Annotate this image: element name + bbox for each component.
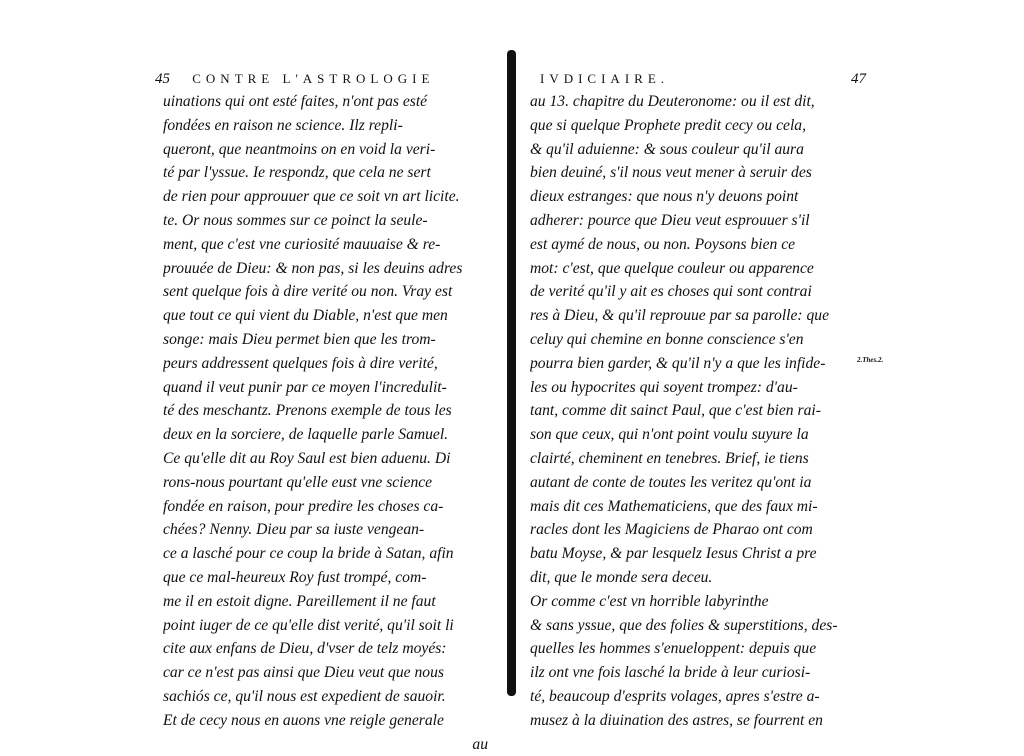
text-line: Or comme c'est vn horrible labyrinthe	[530, 592, 769, 610]
text-line: mot: c'est, que quelque couleur ou apparence	[530, 259, 814, 277]
text-line: Et de cecy nous en auons vne reigle generale	[163, 711, 444, 729]
text-line: de verité qu'il y ait es choses qui sont contrai	[530, 283, 812, 301]
text-line: quand il veut punir par ce moyen l'incredulit-	[163, 378, 447, 396]
text-line: me il en estoit digne. Pareillement il ne faut	[163, 592, 436, 610]
text-line: té, beaucoup d'esprits volages, apres s'estre a-	[530, 687, 820, 705]
text-line: deux en la sorciere, de laquelle parle Samuel.	[163, 426, 449, 444]
text-line: & qu'il aduienne: & sous couleur qu'il aura	[530, 140, 804, 158]
text-line: res à Dieu, & qu'il reprouue par sa parolle: que	[530, 307, 830, 325]
text-line: prouuée de Dieu: & non pas, si les deuins adres	[163, 259, 463, 277]
text-line: peurs addressent quelques fois à dire verité,	[163, 354, 438, 372]
text-line: & sans yssue, que des folies & superstitions, des-	[530, 616, 838, 634]
text-line: au 13. chapitre du Deuteronome: ou il est dit,	[530, 93, 815, 110]
catchword: au	[472, 735, 488, 753]
book-gutter	[507, 50, 516, 696]
text-line: mais dit ces Mathematiciens, que des faux mi-	[530, 497, 818, 515]
text-line: adherer: pource que Dieu veut esprouuer s'il	[530, 211, 810, 229]
text-line: Ce qu'elle dit au Roy Saul est bien aduenu. Di	[163, 449, 451, 467]
text-line: fondée en raison, pour predire les choses ca-	[163, 497, 444, 515]
text-line: bien deuiné, s'il nous veut mener à seruir des	[530, 164, 812, 182]
left-page-number: 45	[155, 71, 170, 87]
margin-note: 2.Thes.2.	[857, 356, 884, 364]
text-line: queront, que neantmoins on en void la veri-	[163, 140, 436, 158]
text-line: quelles les hommes s'enueloppent: depuis que	[530, 640, 817, 658]
text-line: car ce n'est pas ainsi que Dieu veut que nous	[163, 664, 444, 682]
text-line: fondées en raison ne science. Ilz repli-	[163, 116, 403, 134]
right-text-block	[530, 90, 860, 733]
text-line: sent quelque fois à dire verité ou non. Vray est	[163, 283, 453, 301]
text-line: te. Or nous sommes sur ce poinct la seule-	[163, 211, 428, 229]
right-page-number: 47	[851, 71, 866, 87]
left-text-block	[163, 90, 488, 756]
text-line: uinations qui ont esté faites, n'ont pas esté	[163, 93, 428, 110]
text-line: racles dont les Magiciens de Pharao ont com	[530, 521, 813, 539]
text-line: son que ceux, qui n'ont point voulu suyure la	[530, 426, 809, 444]
text-line: que ce mal-heureux Roy fust trompé, com-	[163, 568, 427, 586]
right-running-title: IVDICIAIRE.	[540, 71, 670, 86]
text-line: sachiós ce, qu'il nous est expedient de sauoir.	[163, 687, 446, 705]
text-line: de rien pour approuuer que ce soit vn art licite.	[163, 188, 460, 206]
text-line: que tout ce qui vient du Diable, n'est que men	[163, 307, 448, 325]
text-line: est aymé de nous, ou non. Poysons bien ce	[530, 235, 796, 253]
text-line: dit, que le monde sera deceu.	[530, 568, 713, 586]
text-line: ce a lasché pour ce coup la bride à Satan, afin	[163, 545, 454, 563]
text-line: batu Moyse, & par lesquelz Iesus Christ a pre	[530, 545, 817, 563]
text-line: autant de conte de toutes les veritez qu'ont ia	[530, 473, 812, 491]
left-running-title: CONTRE L'ASTROLOGIE	[192, 71, 435, 86]
text-line: té par l'yssue. Ie respondz, que cela ne sert	[163, 164, 431, 182]
text-line: dieux estranges: que nous n'y deuons point	[530, 188, 799, 206]
text-line: té des meschantz. Prenons exemple de tous les	[163, 402, 452, 420]
text-line: musez à la diuination des astres, se fourrent en	[530, 711, 823, 729]
text-line: rons-nous pourtant qu'elle eust vne science	[163, 473, 433, 491]
left-running-head	[155, 68, 434, 90]
text-line: les ou hypocrites qui soyent trompez: d'au-	[530, 378, 798, 396]
text-line: point iuger de ce qu'elle dist verité, qu'il soit li	[163, 616, 454, 634]
right-running-head	[540, 68, 866, 90]
text-line: ment, que c'est vne curiosité mauuaise & re-	[163, 235, 441, 253]
text-line: que si quelque Prophete predit cecy ou cela,	[530, 116, 806, 134]
text-line: clairté, cheminent en tenebres. Brief, ie tiens	[530, 449, 809, 467]
text-line: tant, comme dit sainct Paul, que c'est bien rai-	[530, 402, 821, 420]
text-line: songe: mais Dieu permet bien que les trom-	[163, 330, 436, 348]
text-line: ilz ont vne fois lasché la bride à leur curiosi-	[530, 664, 811, 682]
text-line: pourra bien garder, & qu'il n'y a que les infide-	[530, 354, 826, 372]
text-line: cite aux enfans de Dieu, d'vser de telz moyés:	[163, 640, 447, 658]
text-line: celuy qui chemine en bonne conscience s'en	[530, 330, 804, 348]
text-line: chées? Nenny. Dieu par sa iuste vengean-	[163, 521, 425, 539]
